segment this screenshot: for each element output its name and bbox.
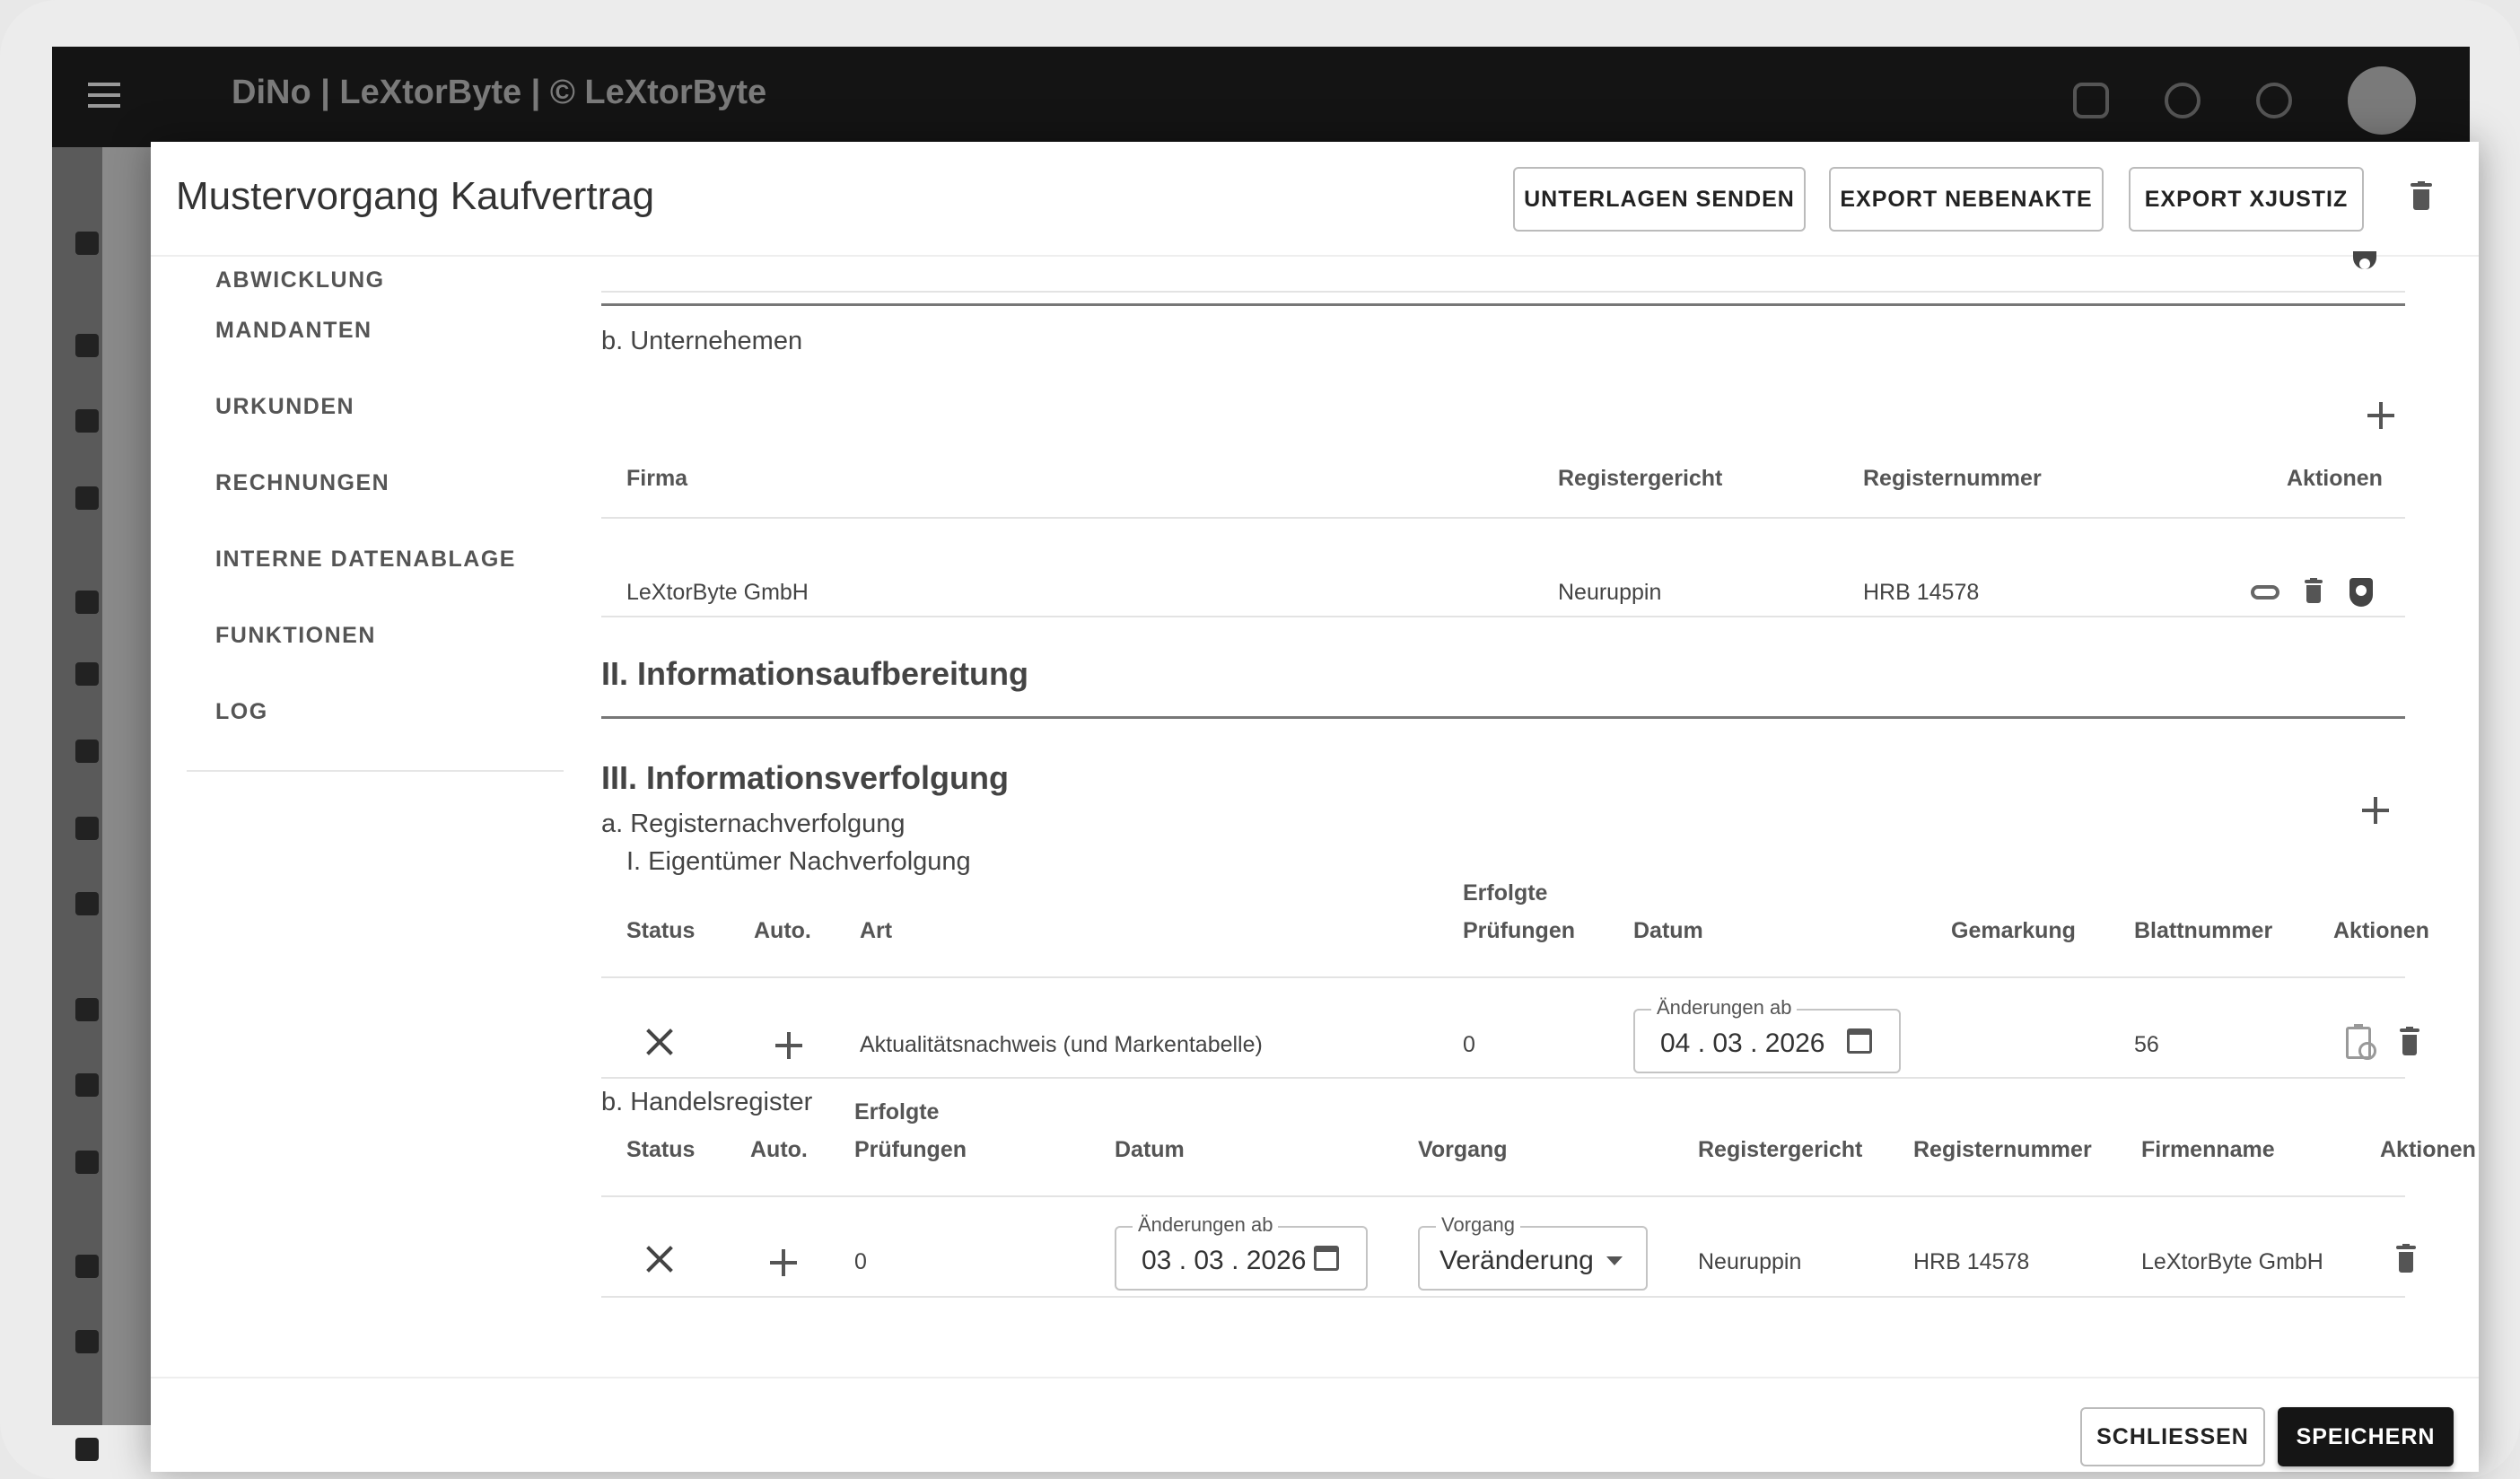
col-aktionen: Aktionen [2380, 1137, 2476, 1162]
trade-date-field[interactable] [1115, 1213, 1368, 1291]
menu-icon[interactable] [88, 83, 120, 109]
sort-icon[interactable] [75, 662, 99, 686]
register-tracking-heading: a. Registernachverfolgung [601, 810, 906, 838]
table-divider [601, 1195, 2405, 1197]
col-blattnummer: Blattnummer [2134, 918, 2273, 943]
date-field-label: Änderungen ab [1133, 1213, 1278, 1237]
col-firmenname: Firmenname [2141, 1137, 2275, 1162]
section-divider [601, 303, 2405, 306]
trade-register-heading: b. Handelsregister [601, 1088, 813, 1116]
folder-icon[interactable] [75, 817, 99, 840]
auto-add-icon[interactable] [775, 1032, 802, 1059]
add-tracking-icon[interactable] [2362, 797, 2389, 824]
nav-item-log[interactable]: LOG [215, 699, 268, 724]
col-registernummer: Registernummer [1913, 1137, 2092, 1162]
table-divider [601, 976, 2405, 978]
company-registergericht: Neuruppin [1558, 580, 1662, 605]
section-3-heading: III. Informationsverfolgung [601, 759, 1010, 796]
col-gemarkung: Gemarkung [1951, 918, 2076, 943]
add-company-icon[interactable] [2367, 402, 2394, 429]
col-datum: Datum [1633, 918, 1703, 943]
mail-icon[interactable] [75, 1438, 99, 1461]
auto-add-icon[interactable] [770, 1249, 797, 1276]
nav-item-abwicklung[interactable]: ABWICKLUNG [215, 267, 385, 293]
col-pruefungen-line1: Erfolgte [854, 1099, 940, 1125]
export-xjustiz-button[interactable]: EXPORT XJUSTIZ [2129, 167, 2364, 232]
dialog-footer [151, 1377, 2479, 1472]
lock-icon[interactable] [75, 486, 99, 510]
avatar[interactable] [2348, 66, 2416, 135]
col-registergericht: Registergericht [1698, 1137, 1863, 1162]
calendar-icon[interactable] [1847, 1028, 1872, 1054]
speed-icon[interactable] [2165, 83, 2201, 118]
trade-firmenname: LeXtorByte GmbH [2141, 1249, 2323, 1274]
nav-divider [187, 770, 564, 772]
delete-company-icon[interactable] [2305, 580, 2323, 603]
dashboard2-icon[interactable] [75, 998, 99, 1021]
select-label: Vorgang [1436, 1213, 1520, 1237]
owner-art: Aktualitätsnachweis (und Markentabelle) [860, 1032, 1263, 1057]
clock-icon[interactable] [75, 1255, 99, 1278]
dialog-header [151, 142, 2479, 257]
divider [601, 291, 2405, 293]
dialog-nav [187, 257, 565, 750]
owner-blattnummer: 56 [2134, 1032, 2159, 1057]
col-registernummer: Registernummer [1863, 466, 2042, 491]
nav-item-urkunden[interactable]: URKUNDEN [215, 394, 355, 419]
case-dialog [151, 142, 2479, 1472]
select-value: Veränderung [1439, 1246, 1594, 1275]
col-datum: Datum [1115, 1137, 1185, 1162]
calendar-icon[interactable] [75, 1330, 99, 1353]
companies-heading: b. Unternehemen [601, 327, 803, 355]
col-pruefungen-line2: Prüfungen [1463, 918, 1575, 943]
section-2-heading: II. Informationsaufbereitung [601, 655, 1029, 692]
section-divider [601, 716, 2405, 719]
company-registernummer: HRB 14578 [1863, 580, 1980, 605]
col-art: Art [860, 918, 893, 943]
col-pruefungen-line2: Prüfungen [854, 1137, 967, 1162]
app-title: DiNo | LeXtorByte | © LeXtorByte [232, 74, 767, 111]
app-top-icons [2073, 65, 2416, 136]
nav-item-funktionen[interactable]: FUNKTIONEN [215, 623, 376, 648]
edit-icon[interactable] [75, 334, 99, 357]
date-field-value: 04 . 03 . 2026 [1660, 1028, 1825, 1058]
app-topbar [52, 47, 2470, 147]
calendar-icon[interactable] [1314, 1246, 1339, 1271]
save-button[interactable]: SPEICHERN [2278, 1407, 2454, 1466]
date-field-value: 03 . 03 . 2026 [1142, 1246, 1307, 1275]
export-side-file-button[interactable]: EXPORT NEBENAKTE [1829, 167, 2104, 232]
col-aktionen: Aktionen [2287, 466, 2383, 491]
close-button[interactable]: SCHLIESSEN [2080, 1407, 2265, 1466]
app-sidebar [52, 147, 102, 1425]
merge-icon[interactable] [75, 892, 99, 915]
nav-item-mandanten[interactable]: MANDANTEN [215, 318, 372, 343]
col-auto: Auto. [754, 918, 811, 943]
list-icon[interactable] [75, 591, 99, 614]
delete-owner-row-icon[interactable] [2400, 1028, 2419, 1055]
group-icon[interactable] [75, 1151, 99, 1174]
date-field-label: Änderungen ab [1651, 996, 1797, 1020]
dashboard-icon[interactable] [75, 232, 99, 255]
owner-pruefungen: 0 [1463, 1032, 1475, 1057]
gift-icon[interactable] [2073, 83, 2109, 118]
nav-item-interne-datenablage[interactable]: INTERNE DATENABLAGE [215, 547, 516, 572]
dialog-title: Mustervorgang Kaufvertrag [176, 174, 655, 218]
send-documents-button[interactable]: UNTERLAGEN SENDEN [1513, 167, 1806, 232]
chevron-down-icon[interactable] [1606, 1256, 1623, 1265]
shield-search-icon[interactable] [2349, 578, 2373, 607]
table-divider [601, 1296, 2405, 1298]
screen [52, 47, 2476, 1449]
col-pruefungen-line1: Erfolgte [1463, 880, 1548, 906]
dialog-content [601, 257, 2476, 1432]
trade-pruefungen: 0 [854, 1249, 867, 1274]
person-icon[interactable] [75, 740, 99, 763]
status-failed-icon[interactable] [646, 1246, 673, 1273]
col-registergericht: Registergericht [1558, 466, 1723, 491]
bell-icon[interactable] [2256, 83, 2292, 118]
delete-trade-row-icon[interactable] [2396, 1246, 2416, 1273]
table-divider [601, 517, 2405, 519]
company-firma: LeXtorByte GmbH [626, 580, 809, 605]
table-divider [601, 616, 2405, 617]
table-divider [601, 1077, 2405, 1079]
nav-item-rechnungen[interactable]: RECHNUNGEN [215, 470, 390, 495]
delete-case-icon[interactable] [2411, 183, 2432, 210]
col-status: Status [626, 918, 696, 943]
bank-icon[interactable] [75, 409, 99, 433]
col-aktionen: Aktionen [2333, 918, 2429, 943]
note-icon[interactable] [75, 1073, 99, 1097]
owner-tracking-heading: I. Eigentümer Nachverfolgung [626, 847, 971, 876]
owner-date-field[interactable] [1633, 996, 1901, 1073]
col-status: Status [626, 1137, 696, 1162]
link-icon[interactable] [2251, 585, 2279, 599]
clipboard-search-icon[interactable] [2346, 1027, 2371, 1059]
shield-search-icon[interactable] [2353, 251, 2376, 269]
col-vorgang: Vorgang [1418, 1137, 1508, 1162]
trade-registergericht: Neuruppin [1698, 1249, 1802, 1274]
col-firma: Firma [626, 466, 688, 491]
col-auto: Auto. [750, 1137, 808, 1162]
status-failed-icon[interactable] [646, 1028, 673, 1055]
trade-registernummer: HRB 14578 [1913, 1249, 2030, 1274]
vorgang-select[interactable] [1418, 1213, 1648, 1291]
